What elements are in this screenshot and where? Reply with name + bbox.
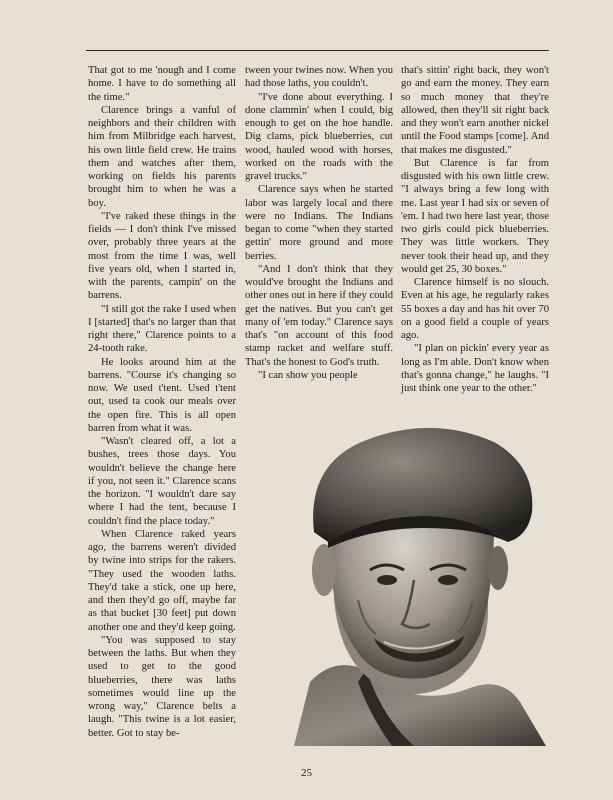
paragraph: "I can show you people: [258, 369, 358, 381]
text-column-2: [245, 64, 393, 382]
paragraph: "I've raked these things in the fields — I don't think I've missed over, probably three years at the most from the time I was, well five years old, when I started in, with the parents, campin' on the barrens.: [88, 210, 236, 302]
text-column-3: [401, 64, 549, 395]
paragraph: that's sittin' right back, they won't go and earn the money. They earn so much money that they're allowed, then they'll sit right back and they won't earn another nickel until the Food stamps [come]. And that makes me disgusted.": [401, 65, 549, 156]
top-rule: [86, 50, 549, 51]
paragraph: But Clarence is far from disgusted with his own little crew. "I always bring a few long with me. Last year I had six or seven of 'em. I had two here last year, those two girls could pick blueberries. They was little workers. They never took their head up, and they would get 25, 30 boxes.": [401, 157, 549, 275]
paragraph: "You was supposed to stay between the laths. But when they used to get to the good blueberries, there was laths sometimes would line up the wrong way," Clarence belts a laugh. "This twine is a lot easier, better. Got to stay be-: [88, 634, 236, 739]
page-number: 25: [301, 767, 312, 779]
paragraph: tween your twines now. When you had those laths, you couldn't.: [245, 65, 393, 90]
paragraph: That got to me 'nough and I come home. I have to do something all the time.": [88, 65, 236, 103]
paragraph: Clarence brings a vanful of neighbors and their children with him from Milbridge each harvest, his own little field crew. He trains them and watches after them, working on fields his parents brought him to when he was a boy.: [88, 104, 236, 209]
paragraph: When Clarence raked years ago, the barrens weren't divided by twine into strips for the rakers. "They used the wooden laths. They'd take a stick, one up here, and then they'd go off, maybe far as that bucket [30 feet] put down another one and they'd keep going.: [88, 528, 236, 633]
paragraph: He looks around him at the barrens. "Course it's changing so now. We used t'tent. Used t'tent out, used ta cook our meals over the open fire. This is all open barren from what it was.: [88, 356, 236, 434]
portrait-photo: [274, 420, 552, 746]
paragraph: "And I don't think that they would've brought the Indians and other ones out in here if they could get the natives. But you can't get many of 'em today." Clarence says that's "on account of this food stamp racket and welfare stuff. That's the honest to God's truth.: [245, 263, 393, 368]
paragraph: Clarence says when he started labor was largely local and there were no Indians. The Indians began to come "when they started gettin' more ground and more berries.: [245, 184, 393, 262]
text-column-1: [88, 64, 236, 740]
paragraph: Clarence himself is no slouch. Even at his age, he regularly rakes 55 boxes a day and has hit over 70 on a good field a couple of years ago.: [401, 277, 549, 341]
paragraph: "Wasn't cleared off, a lot a bushes, trees those days. You wouldn't believe the change here if you, not seen it." Clarence scans the horizon. "I wouldn't dare say where I had the tent, because I couldn't find the place today.": [88, 436, 236, 527]
paragraph: "I plan on pickin' every year as long as I'm able. Don't know when that's gonna change," he laughs. "I just think one year to the other.": [401, 343, 549, 394]
paragraph: "I still got the rake I used when I [started] that's no larger than that right there," Clarence points to a 24-tooth rake.: [88, 303, 236, 355]
paragraph: "I've done about everything. I done clammin' when I could, big enough to get on the hoe handle. Dig clams, pick blueberries, cut wood, hauled wood with horses, worked on the roads with the gravel trucks.": [245, 91, 393, 182]
